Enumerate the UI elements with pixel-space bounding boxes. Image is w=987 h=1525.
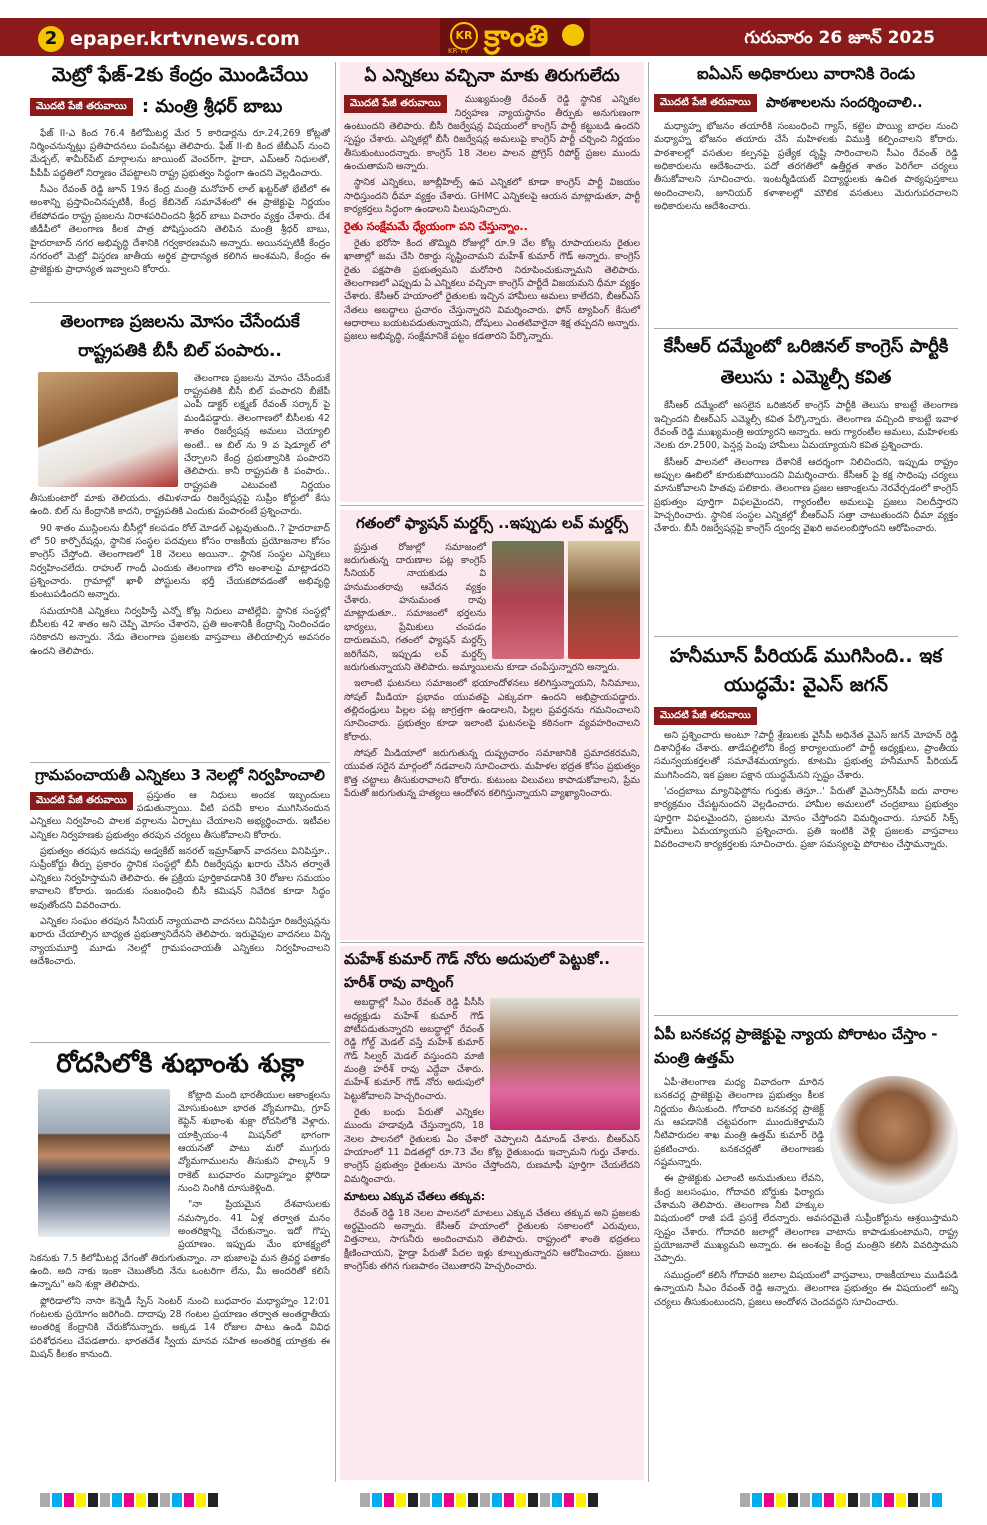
article-body [654,399,958,535]
article-divider [340,942,644,943]
article-bc-bill [30,308,330,758]
headline: రోదసిలోకి శుభాంశు శుక్లా [56,1049,304,1079]
article-divider [30,1042,330,1043]
harish-rao-photo [490,998,640,1130]
subheading: మాటలు ఎక్కువ చేతలు తక్కువ: [344,1190,486,1204]
paragraph: ప్రస్తుత రోజుల్లో సమాజంలో జరుగుతున్న దారుణాల పట్ల కాంగ్రెస్ సీనియర్ నాయకుడు వి హనుమంతరావు ఆవేదన వ్యక్తం చేశారు. హనుమంత రావు మాట్లాడుతూ.. సమాజంలో భర్తలను భార్యలు, ప్రేమికులు చంపడం దారుణమని, గతంలో ఫ్యాషన్ మర్డర్స్ జరిగేవని, ఇప్పుడు లవ్ మర్డర్స్ జరుగుతున్నాయని తెలిపారు. అమ్మాయిలను కూడా చంపేస్తున్నారని అన్నారు. [344,541,620,673]
column-divider [335,62,336,1482]
logo-subtitle: KR TV [448,47,469,55]
article-harish [340,946,644,1480]
paragraph: ప్రభుత్వం తరపున అదనపు అడ్వకేట్ జనరల్ ఇమ్రాన్‌ఖాన్ వాదనలు వినిపిస్తూ.. సుప్రీంకోర్టు తీర్పు ప్రకారం స్థానిక సంస్థల్లో బీసీ రిజర్వేషన్లు ఖరారు చేసిన తర్వాతే ఎన్నికలు నిర్వహిస్తామని తెలిపారు. ఈ ప్రక్రియ పూర్తికావడానికి 30 రోజుల సమయం కావాలని కోరారు. ఇందుకు సంబంధించి బీసీ కమిషన్ నివేదిక కూడా సిద్ధం అవుతోందని వివరించారు. [30,846,330,911]
paragraph: కేసీఆర్ పాలనలో తెలంగాణ దేశానికే ఆదర్శంగా నిలిచిందని, ఇప్పుడు రాష్ట్రం అప్పుల ఊబిలో కూరుకుపోయిందని విమర్శించారు. కేసీఆర్ పై కక్ష సాధింపు చర్యలు మానుకోవాలని హితవు పలికారు. తెలంగాణ ప్రజల ఆకాంక్షలను నెరవేర్చడంలో కాంగ్రెస్ ప్రభుత్వం పూర్తిగా విఫలమైందని, గ్యారంటీల అమలుపై ప్రజలు నిలదీస్తారని హెచ్చరించారు. స్థానిక సంస్థల ఎన్నికల్లో బీఆర్ఎస్ సత్తా చాటుతుందని ధీమా వ్యక్తం చేశారు. బీసీ రిజర్వేషన్లపై కాంగ్రెస్ ద్వంద్వ వైఖరి అవలంబిస్తోందని ఆరోపించారు. [654,456,958,535]
paragraph: రైతు బంధు పేరుతో ఎన్నికల ముందు హడావుడి చేస్తున్నారని, 18 నెలల పాలనలో రైతులకు ఏం చేశారో చెప్పాలని డిమాండ్ చేశారు. బీఆర్ఎస్ హయాంలో 11 విడతల్లో రూ.73 వేల కోట్ల రైతుబంధు ఇచ్చామని గుర్తు చేశారు. కాంగ్రెస్ ప్రభుత్వం రైతులను మోసం చేస్తోందని, రుణమాఫీ పూర్తిగా చేయలేదని విమర్శించారు. [344,1107,640,1185]
laxman-photo [38,372,178,487]
paragraph: సీఎం రేవంత్ రెడ్డి జూన్ 19న కేంద్ర మంత్రి మనోహర్ లాల్ ఖట్టర్‌తో భేటీలో ఈ అంశాన్ని ప్రస్తావించినప్పటికీ, కేంద్ర కేబినెట్ సమావేశంలో ఈ ప్రాజెక్టుపై నిర్ణయం లేకపోవడం రాష్ట్ర ప్రజలను నిరాశపరిచిందని శ్రీధర్ బాబు విచారం వ్యక్తం చేశారు. దేశ జీడీపీలో తెలంగాణ కీలక పాత్ర పోషిస్తుందని తెలిపిన మంత్రి శ్రీధర్ బాబు, హైదరాబాద్ నగర అభివృద్ధి దేశానికి గర్వకారణమని అన్నారు. అయినప్పటికీ కేంద్రం నగరంలో మెట్రో విస్తరణ జాతీయ అర్థిక ప్రాధాన్యత కలిగిన అంశమని, కేంద్రం ఈ ప్రాజెక్టుకు ప్రాధాన్యత ఇవ్వాలని కోరారు. [30,184,330,276]
site-url[interactable]: epaper.krtvnews.com [70,28,300,50]
headline: మెట్రో ఫేజ్-2కు కేంద్రం మొండిచేయి [51,64,309,86]
paragraph: "నా ప్రియమైన దేశవాసులకు నమస్కారం. 41 ఏళ్ల తర్వాత మనం అంతరిక్షాన్ని చేరుకున్నాం. ఇదో గొప్ప ప్రయాణం. ఇప్పుడు మేం భూకక్ష్యలో సెకనుకు 7.5 కిలోమీటర్ల వేగంతో తిరుగుతున్నాం. నా భుజాలపై మన త్రివర్ణ పతాకం ఉంది. అది నాకు ఇంకా చెబుతోంది నేను ఒంటరిగా లేను, మీ అందరితో కలిసే ఉన్నాను" అని శుక్లా తెలిపారు. [30,1199,330,1291]
accused-photo [568,541,640,659]
paragraph: కోట్లాది మంది భారతీయుల ఆకాంక్షలను మోసుకుంటూ భారత వ్యోమగామి, గ్రూప్ కెప్టెన్ శుభాంశు శుక్లా రోదసిలోకి వెళ్లారు. యాక్సియం-4 మిషన్‌లో భాగంగా ఆయనతో పాటు మరో ముగ్గురు వ్యోమగాములను తీసుకుని ఫాల్కన్ 9 రాకెట్ బుధవారం మధ్యాహ్నం ఫ్లోరిడా నుంచి నింగికి దూసుకెళ్లింది. [178,1089,330,1194]
paragraph: సోషల్ మీడియాలో జరుగుతున్న దుష్ప్రచారం సమాజానికి ప్రమాదకరమని, యువత సరైన మార్గంలో నడవాలని సూచించారు. మహిళల భద్రత కోసం ప్రభుత్వం కొత్త చట్టాలు తీసుకురావాలని కోరారు. కుటుంబ విలువలు కాపాడుకోవాలని, ప్రేమ పేరుతో జరుగుతున్న హత్యలు ఆందోళన కలిగిస్తున్నాయని వ్యాఖ్యానించారు. [344,747,640,799]
paragraph: ఈ ప్రాజెక్టుకు ఎలాంటి అనుమతులు లేవని, కేంద్ర జలసంఘం, గోదావరి బోర్డుకు ఫిర్యాదు చేశామని తెలిపారు. తెలంగాణ నీటి హక్కుల విషయంలో రాజీ పడే ప్రసక్తే లేదన్నారు. అవసరమైతే సుప్రీంకోర్టును ఆశ్రయిస్తామని స్పష్టం చేశారు. గోదావరి జలాల్లో తెలంగాణ వాటాను కాపాడుకుంటామని, రాష్ట్ర ప్రయోజనాలే ముఖ్యమని అన్నారు. ఈ అంశంపై కేంద్ర మంత్రిని కలిసి వివరిస్తామని చెప్పారు. [654,1173,958,1265]
article-metro [30,64,330,300]
headline: గతంలో ఫ్యాషన్ మర్డర్స్ ..ఇప్పుడు లవ్ మర్డర్స్ [356,514,628,532]
photo-pair [492,541,640,659]
article-divider [30,302,330,303]
paragraph: సముద్రంలో కలిసే గోదావరి జలాల విషయంలో వాస్తవాలు, రాజకీయాలు ముడిపడి ఉన్నాయని సీఎం రేవంత్ రెడ్డి అన్నారు. తెలంగాణ ప్రభుత్వం ఈ విషయంలో అన్ని చర్యలు తీసుకుంటుందని, ప్రజలు ఆందోళన చెందవద్దని సూచించారు. [654,1269,958,1308]
byline: : మంత్రి శ్రీధర్ బాబు [141,95,283,117]
paragraph: మధ్యాహ్న భోజనం తయారీకి సంబంధించి గ్యాస్, కట్టెల పొయ్యి బాధల నుంచి మధ్యాహ్న భోజనం తయారు చేసే మహిళలకు విముక్తి కల్పించాలని కోరారు. పాఠశాలల్లో వసతుల కల్పనపై ప్రత్యేక దృష్టి సారించాలని సీఎం రేవంత్ రెడ్డి అధికారులను ఆదేశించారు. పదో తరగతిలో ఉత్తీర్ణత శాతం పెరిగేలా చర్యలు తీసుకోవాలని సూచించారు. ఇంటర్మీడియట్ విద్యార్థులకు ఉచిత పాఠ్యపుస్తకాలు అందించాలని, జూనియర్ కళాశాలల్లో మౌలిక వసతులు మెరుగుపరచాలని అధికారులను ఆదేశించారు. [654,121,958,213]
paragraph: ఎన్నికల సంఘం తరపున సీనియర్ న్యాయవాది వాదనలు వినిపిస్తూ రిజర్వేషన్లను ఖరారు చేయాల్సిన బాధ్యత ప్రభుత్వానిదేనని తెలిపారు. ఇరువైపుల వాదనలు విన్న న్యాయమూర్తి మూడు నెలల్లో గ్రామపంచాయతీ ఎన్నికలు నిర్వహించాలని ఆదేశించారు. [30,915,330,967]
sun-icon [562,24,584,46]
article-body [30,127,330,277]
continued-tag: మొదటి పేజీ తరువాయి [654,94,757,112]
paragraph: సమయానికి ఎన్నికలు నిర్వహిస్తే ఎన్నో కోట్ల నిధులు వాటిల్లేవి. స్థానిక సంస్థల్లో బీసీలకు 42 శాతం అని చెప్పి మోసం చేశారని, ప్రతి అంశానికీ కేంద్రాన్ని నిందించడం సరికాదని అన్నారు. నేడు తెలంగాణ ప్రజలకు వాస్తవాలు తెలియాల్సిన అవసరం ఉందని తెలిపారు. [30,605,330,657]
article-body [654,120,958,213]
article-elections [340,62,644,502]
paragraph: రేవంత్ రెడ్డి 18 నెలల పాలనలో మాటలు ఎక్కువ చేతలు తక్కువ అని ప్రజలకు అర్థమైందని అన్నారు. కేసీఆర్ హయాంలో రైతులకు సకాలంలో ఎరువులు, విత్తనాలు, సాగునీరు అందించామని తెలిపారు. రాష్ట్రంలో శాంతి భద్రతలు క్షీణించాయని, హైడ్రా పేరుతో పేదల ఇళ్లు కూల్చుతున్నారని ఆరోపించారు. ప్రజలు కాంగ్రెస్‌కు తగిన గుణపాఠం చెబుతారని హెచ్చరించారు. [344,1207,640,1273]
paragraph: 90 శాతం ముస్లింలను బీసీల్లో కలపడం రోల్ మోడల్ ఎట్లవుతుంది..? హైదరాబాద్ లో 50 కార్పొరేషన్లు, స్థానిక సంస్థల పదవులు కోసం రాజకీయ ప్రయోజనాల కోసం కాంగ్రెస్ చేస్తోంది. తెలంగాణలో 18 నెలలు అయినా.. స్థానిక సంస్థల ఎన్నికలు నిర్వహించలేదు. రాహుల్ గాంధీ ఎందుకు తెలంగాణ లోని అంశాలపై మాట్లాడరని ప్రశ్నించారు. గ్రామాల్లో ఖాళీ పోస్టులను భర్తీ చేయకపోవడంతో అభివృద్ధి కుంటుపడిందని అన్నారు. [30,522,330,601]
subline: పాఠశాలలను సందర్శించాలి.. [765,95,923,111]
column-divider [648,62,649,1482]
logo-title: క్రాంతి [484,19,549,54]
headline: ఏ ఎన్నికలు వచ్చినా మాకు తిరుగులేదు [364,66,620,86]
headline: కేసీఆర్ దమ్మేంటో ఒరిజినల్ కాంగ్రెస్ పార్టీకి తెలుసు : ఎమ్మెల్సీ కవిత [663,336,949,388]
article-panchayat [30,766,330,1038]
newspaper-logo[interactable] [440,18,590,56]
article-kavitha [654,332,958,632]
article-divider [340,505,644,506]
headline: మహేశ్ కుమార్ గౌడ్ నోరు అదుపులో పెట్టుకో.. [344,950,610,968]
continued-tag: మొదటి పేజీ తరువాయి [344,95,447,113]
article-divider [654,328,958,329]
shukla-photo [38,1089,170,1237]
paragraph: ఫ్లోరిడాలోని నాసా కెన్నెడీ స్పేస్ సెంటర్ నుంచి బుధవారం మధ్యాహ్నం 12:01 గంటలకు ప్రయోగం జరిగింది. దాదాపు 28 గంటల ప్రయాణం తర్వాత అంతర్జాతీయ అంతరిక్ష కేంద్రానికి చేరుకోనున్నారు. అక్కడ 14 రోజుల పాటు ఉండి వివిధ పరిశోధనలు చేపడతారు. భారతదేశ స్వీయ మానవ సహిత అంతరిక్ష యాత్రకు ఈ మిషన్ కీలకం కానుంది. [30,1295,330,1361]
paragraph: ప్రస్తుతం ఆ నిధులు అందక ఇబ్బందులు పడుతున్నాయి. వీటి పదవీ కాలం ముగిసినందున ఎన్నికలు నిర్వహించి పాలక వర్గాలను ఏర్పాటు చేయాలని అభ్యర్థించారు. ఇటీవల ఎన్నికల నిర్వహణకు ప్రభుత్వం తరపున చర్యలు తీసుకోవాలని కోరారు. [30,789,330,841]
paragraph: ఫేజ్ II-ఎ కింద 76.4 కిలోమీటర్ల మేర 5 కారిడార్లను రూ.24,269 కోట్లతో నిర్మించనున్నట్లు ప్రతిపాదనలు పంపినట్లు తెలిపారు. ఫేజ్ II-బి కింద జేబీఎస్ నుంచి మేడ్చల్, శామీర్‌పేట్ మార్గాలను జాయింట్ వెంచర్‌గా, హైదా, ఎమ్‌ఆర్ నిధులతో, పీపీపీ పద్ధతిలో నిర్మాణం చేపట్టాలని రాష్ట్ర ప్రభుత్వం సిద్ధంగా ఉందని వెల్లడించారు. [30,127,330,179]
article-divider [30,762,330,763]
paragraph: ఇలాంటి ఘటనలు సమాజంలో భయాందోళనలు కలిగిస్తున్నాయని, సినిమాలు, సోషల్ మీడియా ప్రభావం యువతపై ఎక్కువగా ఉందని అభిప్రాయపడ్డారు. తల్లిదండ్రులు పిల్లల పట్ల జాగ్రత్తగా ఉండాలని, పిల్లల ప్రవర్తనను గమనించాలని సూచించారు. ప్రభుత్వం కూడా ఇలాంటి ఘటనలపై కఠినంగా వ్యవహరించాలని కోరారు. [344,678,640,743]
masthead [0,0,987,58]
headline: ఐఏఎస్ అధికారులు వారానికి రెండు [696,64,916,83]
article-shukla [30,1048,330,1480]
headline: హనీమూన్ పీరియడ్ ముగిసింది.. ఇక యుద్ధమే: వైఎస్ జగన్ [669,645,943,696]
kr-badge: KR [450,22,478,50]
continued-tag: మొదటి పేజీ తరువాయి [30,98,133,116]
paragraph: అని ప్రశ్నించారు అంటూ ?పార్టీ శ్రేణులకు వైసీపీ అధినేత వైఎస్ జగన్ మోహన్ రెడ్డి దిశానిర్దేశం చేశారు. తాడేపల్లిలోని కేంద్ర కార్యాలయంలో పార్టీ అధ్యక్షులు, ప్రాంతీయ సమన్వయకర్తలతో సమావేశమయ్యారు. కూటమి ప్రభుత్వ హనీమూన్ పీరియడ్ ముగిసిందని, ఇక ప్రజల పక్షాన యుద్ధమేనని స్పష్టం చేశారు. [654,729,958,781]
subheading: రైతు సంక్షేమమే ధ్యేయంగా పని చేస్తున్నాం.. [344,220,528,234]
registration-marks-center [360,1492,600,1511]
uttam-photo [830,1076,958,1204]
victim-photo [492,541,564,659]
continued-tag: మొదటి పేజీ తరువాయి [30,792,133,810]
article-jagan [654,642,958,1012]
paragraph: స్థానిక ఎన్నికలు, జూబ్లీహిల్స్ ఉప ఎన్నికలో కూడా కాంగ్రెస్ పార్టీ విజయం సాధిస్తుందని ధీమా వ్యక్తం చేశారు. GHMC ఎన్నికలపై ఆయన మాట్లాడుతూ, పార్టీ కార్యకర్తలు సిద్ధంగా ఉండాలని పిలుపునిచ్చారు. [344,177,640,215]
subheadline: హరీశ్ రావు వార్నింగ్ [344,974,454,991]
paragraph: అబద్ధాల్లో సీఎం రేవంత్ రెడ్డి పీసీసీ అధ్యక్షుడు మహేశ్ కుమార్ గౌడ్ పోటీపడుతున్నారని అబద్ధాల్లో రేవంత్ రెడ్డి గోల్డ్ మెడల్ వస్తే మహేశ్ కుమార్ గౌడ్ సిల్వర్ మెడల్ వస్తుందని మాజీ మంత్రి హరీశ్ రావు ఎద్దేవా చేశారు. మహేశ్ కుమార్ గౌడ్ నోరు అదుపులో పెట్టుకోవాలని హెచ్చరించారు. [344,997,484,1102]
paragraph: ముఖ్యమంత్రి రేవంత్ రెడ్డి స్థానిక ఎన్నికల నిర్వహణ న్యాయస్థానం తీర్పుకు అనుగుణంగా ఉంటుందని తెలిపారు. బీసీ రిజర్వేషన్ల విషయంలో కాంగ్రెస్ పార్టీ కట్టుబడి ఉందని స్పష్టం చేశారు. ఎన్నికల్లో బీసీ రిజర్వేషన్ల అమలుపై కాంగ్రెస్ పార్టీ చర్చించి నిర్ణయం తీసుకుంటుందన్నారు. కాంగ్రెస్ 18 నెలల పాలన ప్రోగ్రెస్ రిపోర్ట్ ప్రజల ముందు ఉంచుతామని అన్నారు. [344,94,640,172]
paragraph: రైతు భరోసా కింద తొమ్మిది రోజుల్లో రూ.9 వేల కోట్ల రూపాయలను రైతుల ఖాతాల్లో జమ చేసి రికార్డు సృష్టించామని మహేశ్ కుమార్ గౌడ్ అన్నారు. కాంగ్రెస్ రైతు పక్షపాతి ప్రభుత్వమని మరోసారి నిరూపించుకున్నామని తెలిపారు. తెలంగాణలో ఎప్పుడు ఏ ఎన్నికలు వచ్చినా కాంగ్రెస్ పార్టీదే విజయమని ధీమా వ్యక్తం చేశారు. కేసీఆర్ హయాంలో రైతులకు ఇచ్చిన హామీలు అమలు కాలేదని, బీఆర్ఎస్ నేతలు అబద్ధాలు ప్రచారం చేస్తున్నారని విమర్శించారు. ఫోన్ ట్యాపింగ్ కేసులో ఆధారాలు బయటపడుతున్నాయని, దోషులు ఎంతటివారైనా శిక్ష తప్పదని అన్నారు. ప్రజలు అభివృద్ధి, సంక్షేమానికే పట్టం కడతారని పేర్కొన్నారు. [344,237,640,343]
article-body [344,87,640,343]
headline: తెలంగాణ ప్రజలను మోసం చేసేందుకే రాష్ట్రపతికి బీసీ బిల్ పంపారు.. [60,312,300,361]
article-uttam [654,1022,958,1480]
headline: గ్రామపంచాయతీ ఎన్నికలు 3 నెలల్లో నిర్వహించాలి [35,766,325,784]
paragraph: తెలంగాణ ప్రజలను మోసం చేసేందుకే రాష్ట్రపతికి బీసీ బిల్ పంపారని బీజేపీ ఎంపీ డాక్టర్ లక్ష్మణ్ రేవంత్ సర్కార్ పై మండిపడ్డారు. తెలంగాణలో బీసీలకు 42 శాతం రిజర్వేషన్ల అమలు చెయ్యాలి అంటే.. ఆ బిల్ ను 9 వ షెడ్యూల్ లో చేర్చాలని కేంద్ర ప్రభుత్వానికి పంపారని తెలిపారు. కానీ రాష్ట్రపతి కి పంపారు.. రాష్ట్రపతి ఎటువంటి నిర్ణయం తీసుకుంటారో మాకు తెలియదు. తమిళనాడు రిజర్వేషన్లపై సుప్రీం కోర్టులో కేసు ఉంది. బిల్ ను కేంద్రానికి కాదని, రాష్ట్రపతికి ఎందుకు పంపారంటే ప్రశ్నించారు. [30,372,330,518]
article-fashion-murders [340,510,644,940]
article-ias [654,64,958,326]
page-number: 2 [38,26,64,52]
issue-date: గురువారం 26 జూన్ 2025 [744,28,935,48]
article-divider [654,636,958,637]
paragraph: కేసీఆర్ దమ్మేంటో అసలైన ఒరిజినల్ కాంగ్రెస్ పార్టీకి తెలుసు కాబట్టే తెలంగాణ ఇచ్చిందని బీఆర్ఎస్ ఎమ్మెల్సీ కవిత పేర్కొన్నారు. తెలంగాణ వచ్చింది కాబట్టే ఇవాళ రేవంత్ రెడ్డి ముఖ్యమంత్రి అయ్యారని అన్నారు. ఆరు గ్యారంటీల అమలు, మహిళలకు నెలకు రూ.2500, పెన్షన్ల పెంపు హామీలు ఏమయ్యాయని కవిత ప్రశ్నించారు. [654,400,958,452]
article-body [654,729,958,852]
registration-strip [0,1492,987,1506]
paragraph: 'చంద్రబాబు మ్యానిఫెస్టోను గుర్తుకు తెస్తూ..' పేరుతో వైఎస్సార్‌సీపీ ఐదు వారాల కార్యక్రమం చేపట్టనుందని వెల్లడించారు. హామీల అమలులో చంద్రబాబు ప్రభుత్వం పూర్తిగా విఫలమైందని, ప్రజలను మోసం చేస్తోందని విమర్శించారు. సూపర్ సిక్స్ హామీలు ఏమయ్యాయని ప్రశ్నించారు. ప్రతి ఇంటికి వెళ్లి ప్రజలకు వాస్తవాలు వివరించాలని కార్యకర్తలకు సూచించారు. ప్రజా సమస్యలపై పోరాటం చేస్తామన్నారు. [654,785,958,851]
article-divider [654,1015,958,1016]
paragraph: ఏపీ-తెలంగాణ మధ్య వివాదంగా మారిన బనకచర్ల ప్రాజెక్టుపై తెలంగాణ ప్రభుత్వం కీలక నిర్ణయం తీసుకుంది. గోదావరి బనకచర్ల ప్రాజెక్ట్ ను ఆపడానికి చట్టపరంగా ముందుకెళ్తామని నీటిపారుదల శాఖ మంత్రి ఉత్తమ్ కుమార్ రెడ్డి ప్రకటించారు. బనకచర్లతో తెలంగాణకు నష్టమన్నారు. [654,1077,824,1169]
headline: ఏపీ బనకచర్ల ప్రాజెక్టుపై న్యాయ పోరాటం చేస్తాం - మంత్రి ఉత్తమ్ [654,1025,938,1067]
article-body [30,785,330,968]
continued-tag: మొదటి పేజీ తరువాయి [654,707,757,725]
registration-marks-right [740,1492,944,1511]
registration-marks-left [40,1492,220,1511]
